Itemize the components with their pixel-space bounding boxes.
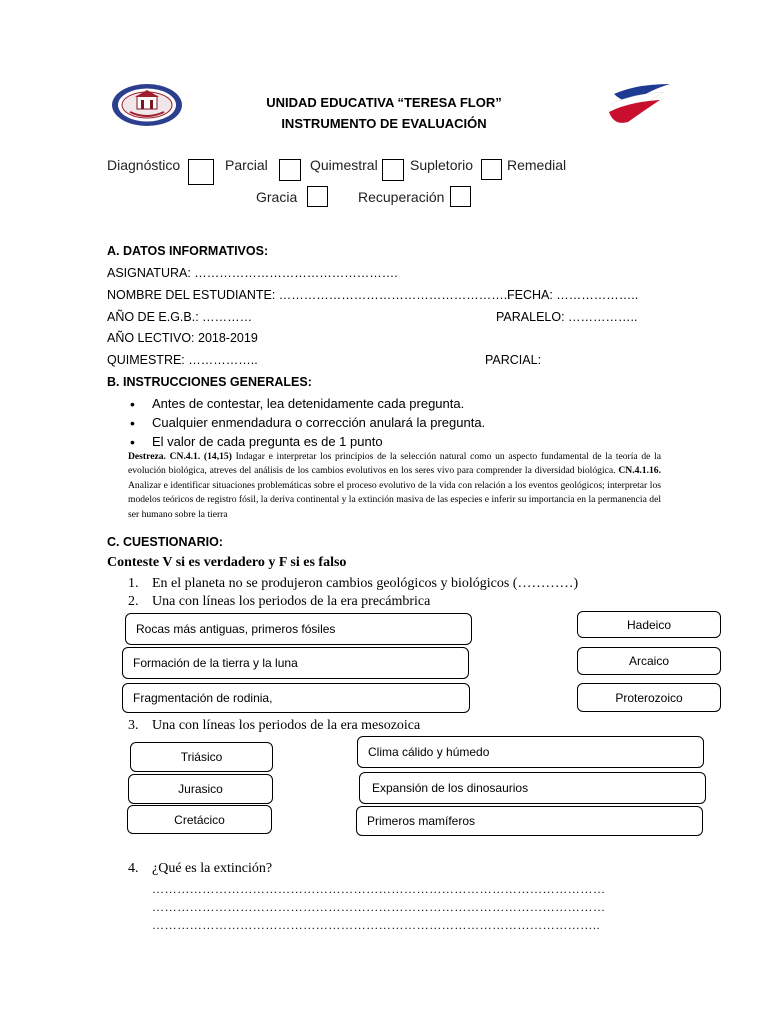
fecha-field[interactable]: FECHA: ……………….. [507, 288, 639, 302]
diagnostico-checkbox[interactable] [188, 159, 214, 185]
list-item: • Cualquier enmendadura o corrección anulará la pregunta. [128, 415, 485, 434]
answer-line[interactable]: ……………………………………………………………………………………………… [152, 900, 606, 914]
q3-left-item-3[interactable]: Cretácico [127, 805, 272, 834]
destreza-paragraph [128, 450, 661, 522]
question-1-number: 1. [128, 576, 139, 591]
destreza-text-1: Indagar e interpretar los principios de la selección natural como un aspecto fundamental de la teoría de la evolución biológica, atreves del análisis de los cambios evolutivos en los seres vivo para comprender la diversidad biológica. [128, 451, 661, 477]
cuestionario-instruction: Conteste V si es verdadero y F si es falso [107, 555, 347, 570]
parcial-label: Parcial [225, 157, 268, 173]
anio-egb-field[interactable]: AÑO DE E.G.B.: ………… [107, 310, 253, 324]
recuperacion-checkbox[interactable] [450, 186, 471, 207]
anio-lectivo: AÑO LECTIVO: 2018-2019 [107, 331, 258, 345]
school-seal-icon [110, 82, 184, 128]
question-4: ¿Qué es la extinción? [152, 861, 273, 876]
supletorio-checkbox[interactable] [481, 159, 502, 180]
quimestral-checkbox[interactable] [382, 159, 404, 181]
destreza-text-2: Analizar e identificar situaciones problemáticas sobre el proceso evolutivo de la vida con relación a los eventos geológicos; interpretar los modelos teóricos de registro fósil, la deriva continental y la extinción masiva de las especies e inferir su importancia en la permanencia del ser humano sobre la tierra [128, 479, 661, 520]
instrucciones-heading: B. INSTRUCCIONES GENERALES: [107, 375, 312, 389]
answer-line[interactable]: ……………………………………………………………………………………………… [152, 882, 606, 896]
gracia-checkbox[interactable] [307, 186, 328, 207]
destreza-code-2: CN.4.1.16. [618, 465, 661, 477]
destreza-code-1: CN.4.1. (14,15) [169, 451, 232, 462]
list-item: • Antes de contestar, lea detenidamente cada pregunta. [128, 396, 485, 415]
flag-wave-icon [606, 80, 672, 128]
nombre-field[interactable]: NOMBRE DEL ESTUDIANTE: ……………………………………………….. [107, 288, 511, 302]
question-1: En el planeta no se produjeron cambios geológicos y biológicos (…………) [152, 576, 579, 591]
question-2: Una con líneas los periodos de la era precámbrica [152, 594, 431, 609]
q2-right-item-1[interactable]: Hadeico [577, 611, 721, 638]
q3-right-item-3[interactable]: Primeros mamíferos [356, 806, 703, 836]
quimestre-field[interactable]: QUIMESTRE: …………….. [107, 353, 258, 367]
diagnostico-label: Diagnóstico [107, 157, 181, 173]
list-item: • El valor de cada pregunta es de 1 punto [128, 434, 485, 453]
q2-right-item-3[interactable]: Proterozoico [577, 683, 721, 712]
school-name: UNIDAD EDUCATIVA “TERESA FLOR” [266, 95, 502, 110]
q3-left-item-2[interactable]: Jurasico [128, 774, 273, 804]
instrucciones-list [128, 396, 485, 453]
datos-heading: A. DATOS INFORMATIVOS: [107, 244, 269, 258]
answer-line[interactable]: …………………………………………………………………………………………….. [152, 918, 601, 932]
parcial-field[interactable]: PARCIAL: [485, 353, 542, 367]
q3-left-item-1[interactable]: Triásico [130, 742, 273, 772]
paralelo-field[interactable]: PARALELO: …………….. [496, 310, 638, 324]
q2-right-item-2[interactable]: Arcaico [577, 647, 721, 675]
gracia-label: Gracia [256, 189, 298, 205]
instrument-title: INSTRUMENTO DE EVALUACIÓN [281, 116, 487, 131]
question-2-number: 2. [128, 594, 139, 609]
q2-left-item-3[interactable]: Fragmentación de rodinia, [122, 683, 470, 713]
q2-left-item-1[interactable]: Rocas más antiguas, primeros fósiles [125, 613, 472, 645]
question-3: Una con líneas los periodos de la era mesozoica [152, 718, 421, 733]
cuestionario-heading: C. CUESTIONARIO: [107, 535, 223, 549]
remedial-label: Remedial [507, 157, 567, 173]
question-3-number: 3. [128, 718, 139, 733]
asignatura-field[interactable]: ASIGNATURA: …………………………………………. [107, 266, 398, 280]
quimestral-label: Quimestral [310, 157, 378, 173]
destreza-label: Destreza. [128, 451, 166, 462]
q2-left-item-2[interactable]: Formación de la tierra y la luna [122, 647, 469, 679]
q3-right-item-2[interactable]: Expansión de los dinosaurios [359, 772, 706, 804]
question-4-number: 4. [128, 861, 139, 876]
recuperacion-label: Recuperación [358, 189, 445, 205]
parcial-checkbox[interactable] [279, 159, 301, 181]
supletorio-label: Supletorio [410, 157, 474, 173]
q3-right-item-1[interactable]: Clima cálido y húmedo [357, 736, 704, 768]
